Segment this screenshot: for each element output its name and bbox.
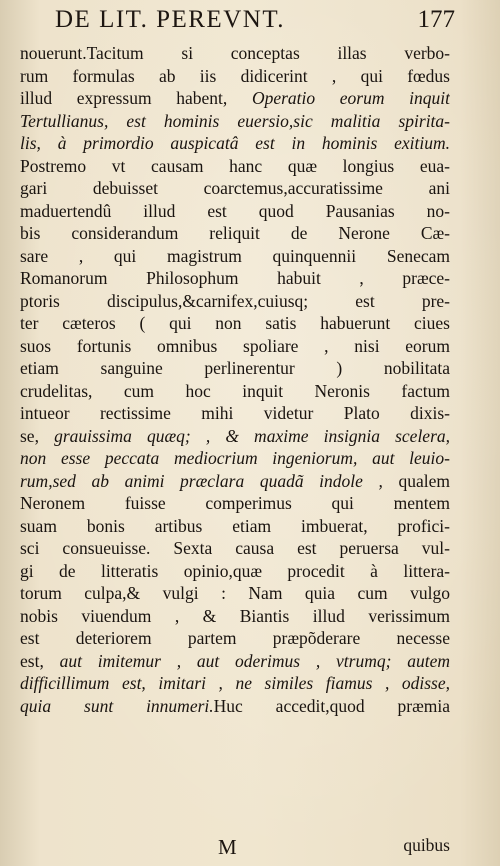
catchword: quibus bbox=[403, 835, 450, 855]
roman-text-segment: torum culpa,& vulgi : Nam quia cum vulgo bbox=[20, 583, 450, 603]
text-line bbox=[20, 222, 450, 245]
roman-text-segment: rum formulas ab iis didicerint , qui fœdus bbox=[20, 65, 450, 86]
text-line bbox=[20, 87, 450, 110]
signature-mark: M bbox=[218, 835, 237, 859]
text-line bbox=[20, 515, 450, 538]
italic-text-segment: rum,sed ab animi præclara quadã indole , bbox=[20, 470, 399, 491]
text-line bbox=[20, 380, 450, 403]
text-line bbox=[20, 312, 450, 335]
text-line bbox=[20, 132, 450, 155]
text-line bbox=[20, 672, 450, 695]
text-line bbox=[20, 470, 450, 493]
text-line bbox=[20, 267, 450, 290]
roman-text-segment: Huc accedit,quod præmia bbox=[213, 695, 450, 716]
roman-text-segment: nouerunt.Tacitum si conceptas illas verbo- bbox=[20, 43, 450, 63]
text-line bbox=[20, 335, 450, 358]
roman-text-segment: nobis viuendum , & Biantis illud verissimum bbox=[20, 605, 450, 626]
italic-text-segment: quia sunt innumeri. bbox=[20, 695, 214, 716]
roman-text-segment: sci consueuisse. Sexta causa est peruersa vul- bbox=[20, 538, 450, 558]
roman-text-segment: etiam sanguine perlinerentur ) nobilitata bbox=[20, 358, 450, 378]
text-line bbox=[20, 582, 450, 605]
roman-text-segment: gi de litteratis opinio,quæ procedit à littera- bbox=[20, 560, 450, 581]
roman-text-segment: gari debuisset coarctemus,accuratissime ani bbox=[20, 178, 450, 198]
body-text bbox=[20, 42, 450, 717]
text-line bbox=[20, 290, 450, 313]
roman-text-segment: est, bbox=[20, 650, 60, 671]
italic-text-segment: Operatio eorum inquit bbox=[251, 88, 450, 108]
roman-text-segment: intueor rectissime mihi videtur Plato dixis- bbox=[20, 403, 450, 423]
italic-text-segment: Tertullianus, est hominis euersio,sic malitia spirita- bbox=[20, 110, 450, 131]
text-line bbox=[20, 492, 450, 515]
roman-text-segment: ptoris discipulus,&carnifex,cuiusq; est pre- bbox=[20, 290, 450, 311]
roman-text-segment: Neronem fuisse comperimus qui mentem bbox=[20, 493, 450, 513]
roman-text-segment: maduertendû illud est quod Pausanias no- bbox=[20, 200, 450, 221]
italic-text-segment: difficillimum est, imitari , ne similes fiamus , odisse, bbox=[20, 673, 450, 693]
text-line bbox=[20, 537, 450, 560]
text-line bbox=[20, 110, 450, 133]
running-title: DE LIT. PEREVNT. bbox=[55, 6, 285, 33]
text-line bbox=[20, 650, 450, 673]
roman-text-segment: illud expressum habent, bbox=[20, 88, 252, 108]
roman-text-segment: Romanorum Philosophum habuit , præce- bbox=[20, 268, 450, 288]
text-line bbox=[20, 605, 450, 628]
page-footer bbox=[20, 835, 450, 863]
roman-text-segment: Postremo vt causam hanc quæ longius eua- bbox=[20, 155, 450, 176]
text-line bbox=[20, 357, 450, 380]
italic-text-segment: non esse peccata mediocrium ingeniorum, aut leuio- bbox=[20, 448, 450, 468]
text-line bbox=[20, 695, 450, 718]
roman-text-segment: bis considerandum reliquit de Nerone Cæ- bbox=[20, 223, 450, 243]
text-line bbox=[20, 447, 450, 470]
text-line bbox=[20, 177, 450, 200]
text-line bbox=[20, 627, 450, 650]
roman-text-segment: sare , qui magistrum quinquennii Senecam bbox=[20, 245, 450, 266]
roman-text-segment: se, bbox=[20, 425, 55, 446]
text-line bbox=[20, 402, 450, 425]
text-line bbox=[20, 425, 450, 448]
text-line bbox=[20, 42, 450, 65]
text-line bbox=[20, 245, 450, 268]
roman-text-segment: est deteriorem partem præpõderare necesse bbox=[20, 628, 450, 648]
italic-text-segment: grauissima quæq; , & maxime insignia scelera, bbox=[54, 425, 450, 446]
italic-text-segment: lis, à primordio auspicatâ est in hominis exitium. bbox=[20, 133, 450, 153]
italic-text-segment: aut imitemur , aut oderimus , vtrumq; autem bbox=[59, 650, 450, 671]
page-header bbox=[55, 6, 455, 40]
roman-text-segment: suam bonis artibus etiam imbuerat, profici- bbox=[20, 515, 450, 536]
text-line bbox=[20, 560, 450, 583]
text-line bbox=[20, 65, 450, 88]
roman-text-segment: suos fortunis omnibus spoliare , nisi eorum bbox=[20, 335, 450, 356]
text-line bbox=[20, 200, 450, 223]
page-number: 177 bbox=[417, 6, 455, 33]
text-line bbox=[20, 155, 450, 178]
roman-text-segment: qualem bbox=[398, 470, 450, 491]
roman-text-segment: ter cæteros ( qui non satis habuerunt ciues bbox=[20, 313, 450, 333]
roman-text-segment: crudelitas, cum hoc inquit Neronis factum bbox=[20, 380, 450, 401]
